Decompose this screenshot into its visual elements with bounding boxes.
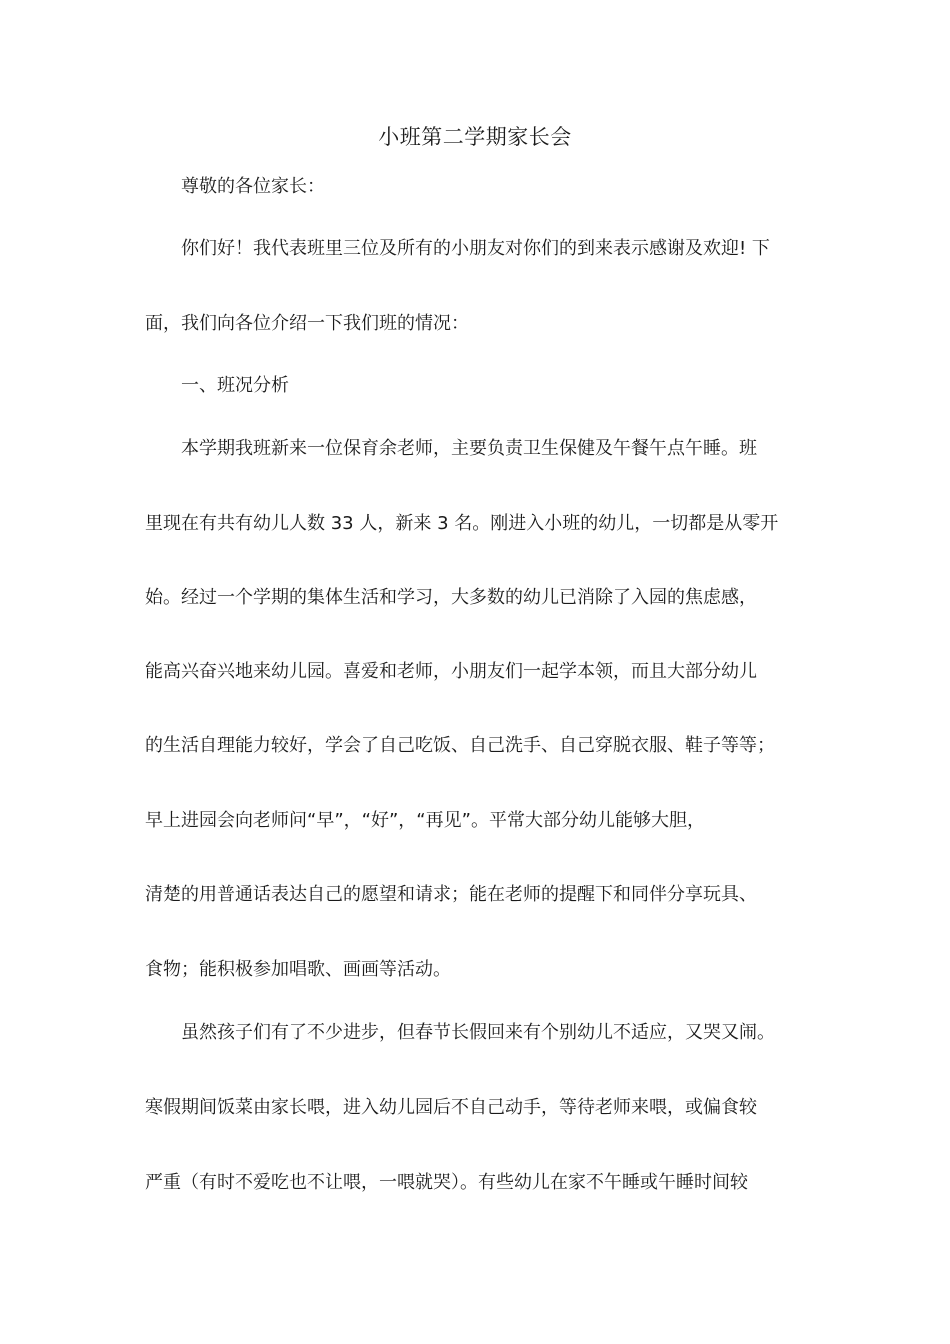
salutation-line: 尊敬的各位家长： — [181, 176, 325, 197]
paragraph-line: 严重（有时不爱吃也不让喂，一喂就哭）。有些幼儿在家不午睡或午睡时间较 — [145, 1172, 748, 1193]
paragraph-line: 虽然孩子们有了不少进步，但春节长假回来有个别幼儿不适应，又哭又闹。 — [181, 1022, 775, 1043]
section-heading: 一、班况分析 — [181, 375, 289, 396]
paragraph-line: 清楚的用普通话表达自己的愿望和请求；能在老师的提醒下和同伴分享玩具、 — [145, 884, 757, 905]
paragraph-line: 里现在有共有幼儿人数 33 人，新来 3 名。刚进入小班的幼儿，一切都是从零开 — [145, 513, 779, 534]
paragraph-line: 始。经过一个学期的集体生活和学习，大多数的幼儿已消除了入园的焦虑感， — [145, 587, 757, 608]
paragraph-line: 寒假期间饭菜由家长喂，进入幼儿园后不自己动手，等待老师来喂，或偏食较 — [145, 1097, 757, 1118]
paragraph-line: 早上进园会向老师问“早”，“好”，“再见”。平常大部分幼儿能够大胆， — [145, 810, 705, 831]
paragraph-line: 面，我们向各位介绍一下我们班的情况： — [145, 313, 469, 334]
paragraph-line: 的生活自理能力较好，学会了自己吃饭、自己洗手、自己穿脱衣服、鞋子等等； — [145, 735, 775, 756]
paragraph-line: 本学期我班新来一位保育余老师，主要负责卫生保健及午餐午点午睡。班 — [181, 438, 757, 459]
paragraph-line: 能高兴奋兴地来幼儿园。喜爱和老师，小朋友们一起学本领，而且大部分幼儿 — [145, 661, 757, 682]
document-title: 小班第二学期家长会 — [378, 125, 572, 149]
paragraph-line: 你们好！我代表班里三位及所有的小朋友对你们的到来表示感谢及欢迎! 下 — [181, 238, 770, 259]
paragraph-line: 食物；能积极参加唱歌、画画等活动。 — [145, 959, 451, 980]
